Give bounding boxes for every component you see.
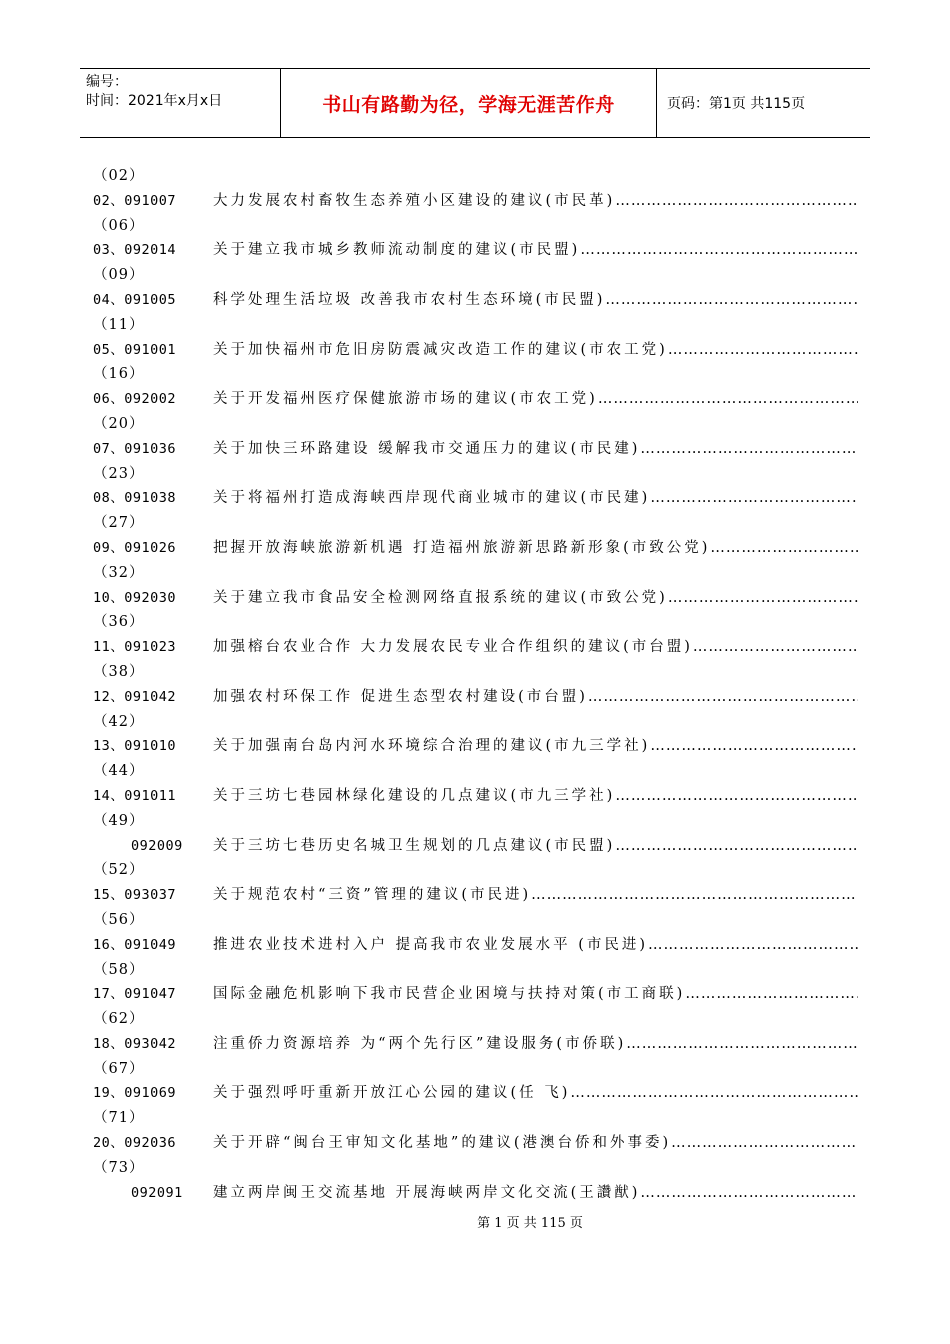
toc-page-number: （56） xyxy=(93,911,145,928)
toc-leader-dots xyxy=(626,1032,858,1057)
toc-entry-title: 关于规范农村“三资”管理的建议(市民进) xyxy=(213,887,532,904)
toc-page-number: （44） xyxy=(93,763,145,780)
toc-entry-title: 关于开发福州医疗保健旅游市场的建议(市农工党) xyxy=(213,391,598,408)
table-of-contents xyxy=(93,164,858,1205)
toc-entry-title: 建立两岸闽王交流基地 开展海峡两岸文化交流(王讚猷) xyxy=(213,1184,641,1201)
toc-entry-number: 02、091007 xyxy=(93,192,177,209)
toc-entry-title: 关于将福州打造成海峡西岸现代商业城市的建议(市民建) xyxy=(213,490,651,507)
toc-leader-dots xyxy=(648,933,858,958)
toc-entry-number: 14、091011 xyxy=(93,787,177,804)
toc-entry-number: 04、091005 xyxy=(93,291,177,308)
toc-leader-dots xyxy=(531,883,858,908)
toc-entry xyxy=(93,933,858,958)
toc-entry-number: 09、091026 xyxy=(93,539,177,556)
toc-entry xyxy=(93,288,858,313)
toc-page-number: （27） xyxy=(93,515,145,532)
toc-entry-title: 推进农业技术进村入户 提高我市农业发展水平 (市民进) xyxy=(213,936,649,953)
toc-page-number: （23） xyxy=(93,465,145,482)
toc-page-number: （71） xyxy=(93,1110,145,1127)
toc-page-number: （20） xyxy=(93,415,145,432)
toc-page-number: （11） xyxy=(93,316,145,333)
toc-entry xyxy=(93,734,858,759)
toc-entry-title: 加强农村环保工作 促进生态型农村建设(市台盟) xyxy=(213,688,588,705)
toc-entry-title: 关于加快福州市危旧房防震减灾改造工作的建议(市农工党) xyxy=(213,341,668,358)
toc-entry-title: 关于加强南台岛内河水环境综合治理的建议(市九三学社) xyxy=(213,738,651,755)
toc-leader-dots xyxy=(668,586,858,611)
toc-page-number: （16） xyxy=(93,366,145,383)
toc-entry xyxy=(93,1032,858,1057)
toc-entry-title: 关于建立我市食品安全检测网络直报系统的建议(市致公党) xyxy=(213,589,668,606)
toc-entry-number: 092091 xyxy=(131,1184,183,1201)
toc-entry-number: 06、092002 xyxy=(93,391,177,408)
toc-leader-dots xyxy=(650,734,858,759)
toc-entry-number: 13、091010 xyxy=(93,738,177,755)
toc-entry xyxy=(93,1181,858,1206)
toc-entry-title: 把握开放海峡旅游新机遇 打造福州旅游新思路新形象(市致公党) xyxy=(213,539,711,556)
toc-entry-title: 关于开辟“闽台王审知文化基地”的建议(港澳台侨和外事委) xyxy=(213,1135,672,1152)
toc-entry-number: 19、091069 xyxy=(93,1085,177,1102)
toc-entry-number: 10、092030 xyxy=(93,589,177,606)
toc-entry-number: 16、091049 xyxy=(93,936,177,953)
toc-leader-dots xyxy=(615,834,858,859)
toc-page-number: （49） xyxy=(93,812,145,829)
toc-leader-dots xyxy=(671,1131,858,1156)
toc-entry-title: 加强榕台农业合作 大力发展农民专业合作组织的建议(市台盟) xyxy=(213,639,693,656)
header-meta xyxy=(80,69,280,137)
page-header xyxy=(80,68,870,138)
toc-entry xyxy=(93,338,858,363)
toc-entry xyxy=(93,387,858,412)
toc-leader-dots xyxy=(615,189,858,214)
toc-entry-number: 03、092014 xyxy=(93,242,177,259)
toc-page-number: （32） xyxy=(93,564,145,581)
toc-entry-number: 15、093037 xyxy=(93,887,177,904)
toc-leader-dots xyxy=(605,288,858,313)
toc-leader-dots xyxy=(650,486,858,511)
toc-page-number: （52） xyxy=(93,862,145,879)
toc-leader-dots xyxy=(693,635,858,660)
toc-leader-dots xyxy=(685,982,858,1007)
toc-entry xyxy=(93,635,858,660)
toc-entry-title: 关于三坊七巷园林绿化建设的几点建议(市九三学社) xyxy=(213,787,616,804)
toc-entry xyxy=(93,834,858,859)
toc-entry xyxy=(93,1131,858,1156)
toc-leader-dots xyxy=(588,685,858,710)
toc-entry-title: 大力发展农村畜牧生态养殖小区建设的建议(市民革) xyxy=(213,192,616,209)
toc-entry xyxy=(93,784,858,809)
toc-leader-dots xyxy=(580,238,858,263)
toc-entry-title: 关于建立我市城乡教师流动制度的建议(市民盟) xyxy=(213,242,581,259)
toc-entry-title: 关于加快三环路建设 缓解我市交通压力的建议(市民建) xyxy=(213,440,641,457)
toc-entry xyxy=(93,883,858,908)
toc-entry-number: 18、093042 xyxy=(93,1035,177,1052)
toc-entry-title: 关于三坊七巷历史名城卫生规划的几点建议(市民盟) xyxy=(213,837,616,854)
toc-page-number: （62） xyxy=(93,1011,145,1028)
toc-leader-dots xyxy=(668,338,858,363)
toc-page-number: （06） xyxy=(93,217,145,234)
toc-leader-dots xyxy=(570,1081,858,1106)
toc-entry xyxy=(93,982,858,1007)
toc-entry-number: 05、091001 xyxy=(93,341,177,358)
toc-entry-title: 关于强烈呼吁重新开放江心公园的建议(任 飞) xyxy=(213,1085,571,1102)
toc-page-number: （38） xyxy=(93,663,145,680)
toc-leader-dots xyxy=(598,387,858,412)
toc-leader-dots xyxy=(710,536,858,561)
toc-page-number: （42） xyxy=(93,713,145,730)
toc-leader-dots xyxy=(615,784,858,809)
toc-entry xyxy=(93,189,858,214)
header-page-info: 页码：第1页 共115页 xyxy=(667,96,806,112)
toc-entry xyxy=(93,1081,858,1106)
toc-entry-number: 20、092036 xyxy=(93,1135,177,1152)
toc-page-number: （73） xyxy=(93,1159,145,1176)
toc-page-number: （67） xyxy=(93,1060,145,1077)
code-label: 编号： xyxy=(86,74,128,90)
toc-entry-number: 08、091038 xyxy=(93,490,177,507)
toc-entry-number: 12、091042 xyxy=(93,688,177,705)
toc-entry-number: 092009 xyxy=(131,837,183,854)
toc-entry-title: 国际金融危机影响下我市民营企业困境与扶持对策(市工商联) xyxy=(213,986,686,1003)
toc-entry-title: 科学处理生活垃圾 改善我市农村生态环境(市民盟) xyxy=(213,291,606,308)
toc-entry xyxy=(93,437,858,462)
toc-entry xyxy=(93,238,858,263)
toc-page-number: （36） xyxy=(93,614,145,631)
toc-leader-dots xyxy=(640,437,858,462)
toc-entry xyxy=(93,685,858,710)
toc-entry-number: 07、091036 xyxy=(93,440,177,457)
time-label: 时间：2021年x月x日 xyxy=(86,93,223,109)
toc-entry-title: 注重侨力资源培养 为“两个先行区”建设服务(市侨联) xyxy=(213,1035,627,1052)
toc-entry-number: 11、091023 xyxy=(93,639,177,656)
toc-entry xyxy=(93,586,858,611)
toc-page-number: （09） xyxy=(93,267,145,284)
toc-page-number: （58） xyxy=(93,961,145,978)
toc-entry xyxy=(93,486,858,511)
toc-page-number: （02） xyxy=(93,168,145,184)
page-footer: 第 1 页 共 115 页 xyxy=(477,1216,583,1231)
toc-entry-number: 17、091047 xyxy=(93,986,177,1003)
toc-leader-dots xyxy=(640,1181,858,1206)
header-motto: 书山有路勤为径，学海无涯苦作舟 xyxy=(280,69,657,137)
toc-entry xyxy=(93,536,858,561)
